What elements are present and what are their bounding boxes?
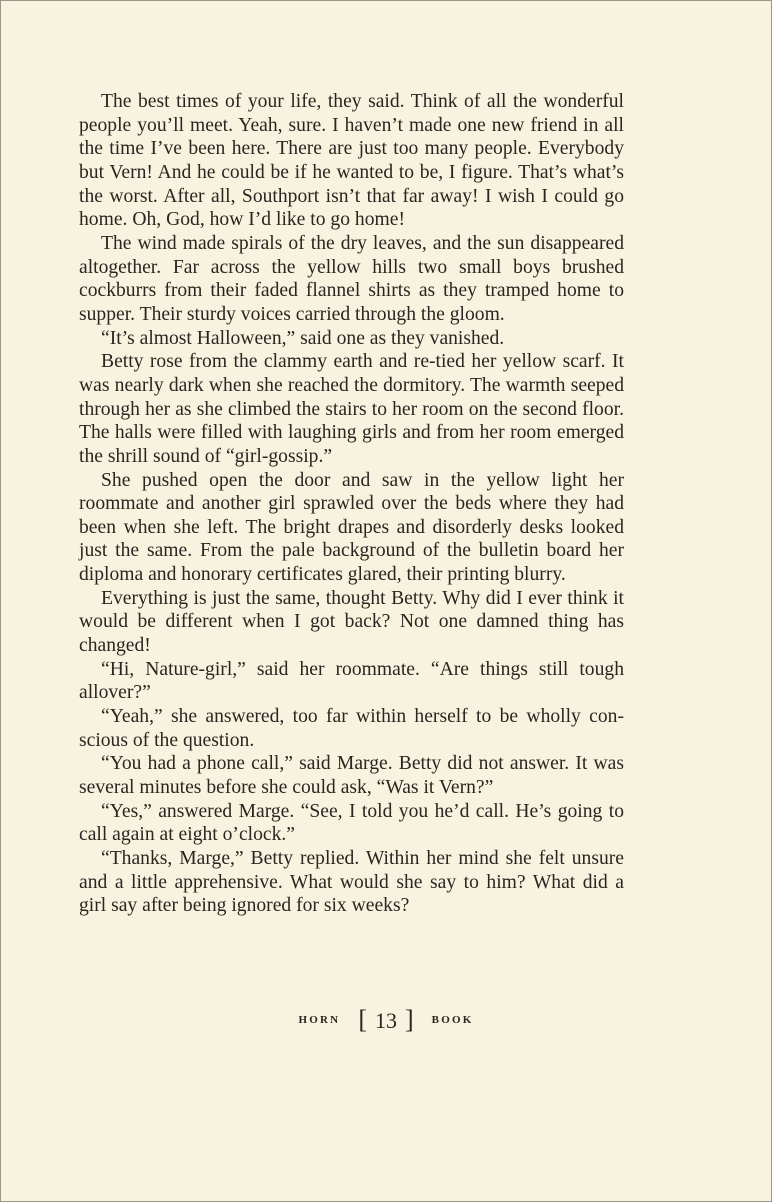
paragraph-6: Everything is just the same, thought Betty. Why did I ever think it would be different when I got back? Not one damned thing has changed!	[79, 587, 624, 657]
footer-bracket-open: [	[358, 1005, 367, 1034]
page-number: 13	[375, 1008, 397, 1033]
paragraph-2: The wind made spirals of the dry leaves, and the sun disappeared altogether. Far across the yellow hills two small boys brushed cockburrs from their faded flannel shirts as they tramped home to supper. Their sturdy voices carried through the gloom.	[79, 232, 624, 325]
footer-bracket-close: ]	[405, 1005, 414, 1034]
body-text	[79, 90, 624, 918]
paragraph-10: “Yes,” answered Marge. “See, I told you he’d call. He’s going to call again at eight o’clock.”	[79, 800, 624, 846]
paragraph-11: “Thanks, Marge,” Betty replied. Within her mind she felt unsure and a little apprehensive. What would she say to him? What did a girl say after being ignored for six weeks?	[79, 848, 624, 917]
footer-left-word: HORN	[298, 1014, 341, 1026]
paragraph-4: Betty rose from the clammy earth and re-tied her yellow scarf. It was nearly dark when she reached the dormitory. The warmth seeped through her as she climbed the stairs to her room on the second floor. The halls were filled with laughing girls and from her room emerged the shrill sound of “girl-gossip.”	[79, 351, 624, 467]
paragraph-8: “Yeah,” she answered, too far within herself to be wholly conscious of the question.	[79, 706, 624, 751]
paragraph-7: “Hi, Nature-girl,” said her roommate. “Are things still tough allover?”	[79, 658, 624, 704]
paragraph-5: She pushed open the door and saw in the yellow light her roommate and another girl sprawled over the beds where they had been when she left. The bright drapes and disorderly desks looked just the same. From the pale background of the bulletin board her diploma and honorary certificates glared, their printing blurry.	[79, 469, 624, 586]
paragraph-1: The best times of your life, they said. Think of all the wonderful people you’ll meet. Yeah, sure. I haven’t made one new friend in all the time I’ve been here. There are just too many people. Everybody but Vern! And he could be if he wanted to be, I figure. That’s what’s the worst. After all, Southport isn’t that far away! I wish I could go home. Oh, God, how I’d like to go home!	[79, 91, 624, 231]
paragraph-9: “You had a phone call,” said Marge. Betty did not answer. It was several minutes before she could ask, “Was it Vern?”	[79, 753, 624, 799]
paragraph-3: “It’s almost Halloween,” said one as they vanished.	[101, 327, 505, 349]
footer-right-word: BOOK	[431, 1014, 474, 1026]
page-footer	[1, 1007, 771, 1033]
